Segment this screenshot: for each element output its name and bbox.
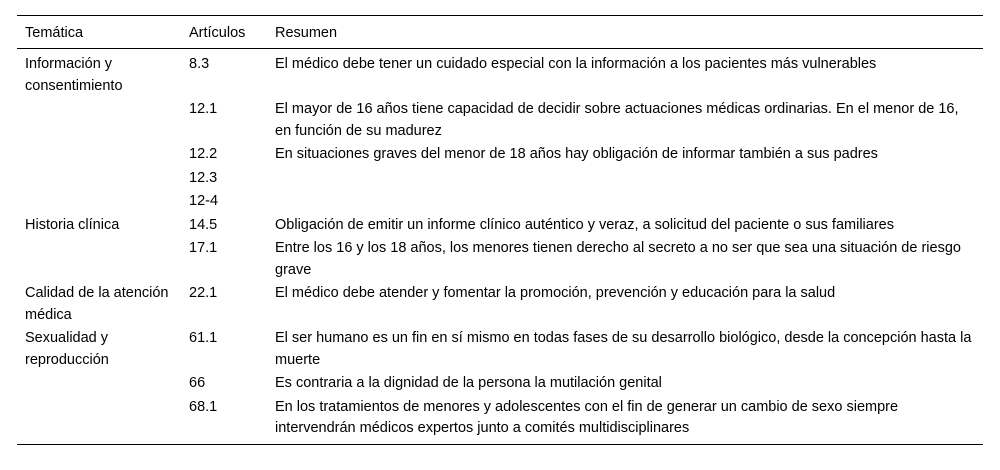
cell-articulo: 8.3 [189, 56, 210, 72]
cell-tematica: Sexualidad y reproducción [25, 330, 109, 368]
cell-tematica [17, 190, 181, 214]
cell-resumen: Es contraria a la dignidad de la persona la mutilación genital [275, 375, 662, 391]
cell-articulo: 12.3 [189, 169, 218, 186]
table-row [17, 167, 983, 191]
cell-tematica [17, 237, 181, 282]
table-row [17, 237, 983, 282]
table-row [17, 98, 983, 143]
cell-resumen [267, 167, 983, 191]
header-tematica: Temática [25, 25, 84, 41]
cell-tematica: Historia clínica [25, 216, 120, 233]
cell-resumen: El ser humano es un fin en sí mismo en todas fases de su desarrollo biológico, desde la concepción hasta la muerte [275, 330, 972, 368]
cell-tematica [17, 372, 181, 396]
cell-resumen [267, 190, 983, 214]
cell-articulo: 68.1 [189, 398, 218, 415]
header-resumen: Resumen [275, 25, 338, 41]
cell-articulo: 12-4 [189, 193, 219, 209]
cell-resumen: El mayor de 16 años tiene capacidad de decidir sobre actuaciones médicas ordinarias. En el menor de 16, en función de su madurez [275, 101, 959, 139]
cell-resumen: El médico debe atender y fomentar la promoción, prevención y educación para la salud [275, 285, 836, 301]
table-row [17, 143, 983, 167]
table-row [17, 396, 983, 445]
cell-tematica [17, 143, 181, 167]
cell-tematica [17, 396, 181, 445]
table-row [17, 190, 983, 214]
cell-articulo: 66 [189, 375, 206, 391]
table-row [17, 214, 983, 238]
header-articulos: Artículos [189, 25, 246, 41]
cell-articulo: 12.1 [189, 101, 218, 117]
header-row [17, 16, 983, 49]
cell-articulo: 17.1 [189, 240, 218, 256]
cell-tematica [17, 98, 181, 143]
cell-resumen: El médico debe tener un cuidado especial con la información a los pacientes más vulnerables [275, 56, 877, 72]
cell-articulo: 14.5 [189, 216, 218, 233]
table-body [17, 49, 983, 445]
table-header [17, 16, 983, 49]
table-row [17, 49, 983, 99]
cell-resumen: Entre los 16 y los 18 años, los menores tienen derecho al secreto a no ser que sea una situación de riesgo grave [275, 240, 961, 278]
cell-tematica: Calidad de la atención médica [25, 285, 169, 323]
cell-tematica: Información y consentimiento [25, 56, 123, 94]
articles-table-container [17, 15, 983, 445]
cell-articulo: 22.1 [189, 285, 218, 301]
cell-resumen: En situaciones graves del menor de 18 años hay obligación de informar también a sus padres [275, 146, 878, 162]
cell-articulo: 61.1 [189, 330, 218, 346]
cell-resumen: Obligación de emitir un informe clínico auténtico y veraz, a solicitud del paciente o sus familiares [275, 216, 894, 233]
table-row [17, 282, 983, 327]
cell-articulo: 12.2 [189, 146, 218, 162]
table-row [17, 327, 983, 372]
cell-resumen: En los tratamientos de menores y adolescentes con el fin de generar un cambio de sexo siempre intervendrán médicos expertos junto a comités multidisciplinares [275, 398, 899, 436]
articles-table [17, 15, 983, 445]
cell-tematica [17, 167, 181, 191]
table-row [17, 372, 983, 396]
